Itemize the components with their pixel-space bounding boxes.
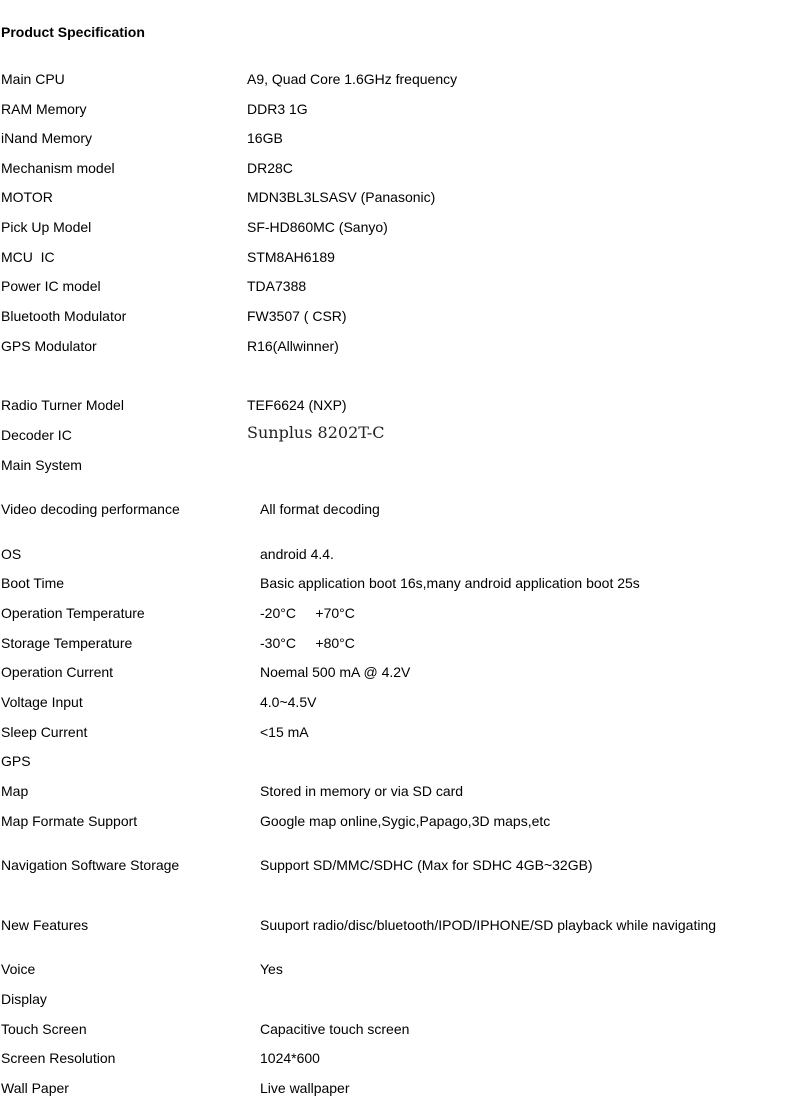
spec-row-inand-memory bbox=[0, 129, 800, 149]
spec-label: Operation Current bbox=[1, 664, 114, 680]
spec-value: 4.0~4.5V bbox=[260, 694, 317, 710]
spec-label: MCU IC bbox=[1, 249, 55, 265]
spec-value: Support SD/MMC/SDHC (Max for SDHC 4GB~32GB) bbox=[260, 857, 593, 873]
spec-row-storage-temperature bbox=[0, 634, 800, 654]
spec-row-navigation-software-storage bbox=[0, 856, 800, 876]
spec-row-display bbox=[0, 990, 800, 1010]
spec-row-boot-time bbox=[0, 574, 800, 594]
spec-label: OS bbox=[1, 546, 22, 562]
spec-label: iNand Memory bbox=[1, 130, 93, 146]
spec-label: Sleep Current bbox=[1, 724, 88, 740]
spec-value: Suuport radio/disc/bluetooth/IPOD/IPHONE/SD playback while navigating bbox=[260, 917, 717, 933]
spec-row-power-ic-model bbox=[0, 277, 800, 297]
spec-label: Decoder IC bbox=[1, 427, 72, 443]
spec-label: Map bbox=[1, 783, 29, 799]
spec-label: Mechanism model bbox=[1, 160, 115, 176]
spec-row-gps-modulator bbox=[0, 337, 800, 357]
spec-label: Voice bbox=[1, 961, 36, 977]
spec-label: MOTOR bbox=[1, 189, 53, 205]
spec-label: Voltage Input bbox=[1, 694, 83, 710]
spec-label: Navigation Software Storage bbox=[1, 857, 180, 873]
spec-label: Bluetooth Modulator bbox=[1, 308, 127, 324]
spec-value: Google map online,Sygic,Papago,3D maps,etc bbox=[260, 813, 551, 829]
spec-row-os bbox=[0, 545, 800, 565]
spec-row-main-system bbox=[0, 456, 800, 476]
spec-row-touch-screen bbox=[0, 1020, 800, 1040]
spec-row-decoder-ic bbox=[0, 423, 800, 446]
spec-row-bluetooth-modulator bbox=[0, 307, 800, 327]
spec-row-operation-current bbox=[0, 663, 800, 683]
spec-row-ram-memory bbox=[0, 100, 800, 120]
spec-row-pick-up-model bbox=[0, 218, 800, 238]
spec-label: Power IC model bbox=[1, 278, 101, 294]
spec-label: GPS Modulator bbox=[1, 338, 97, 354]
spec-value: 1024*600 bbox=[260, 1050, 320, 1066]
spec-row-wall-paper bbox=[0, 1079, 800, 1099]
spec-row-mcu-ic bbox=[0, 248, 800, 268]
spec-label: RAM Memory bbox=[1, 101, 87, 117]
spec-value: android 4.4. bbox=[260, 546, 334, 562]
spec-label: New Features bbox=[1, 917, 89, 933]
spec-section-heading: Display bbox=[1, 991, 47, 1007]
spec-label: Boot Time bbox=[1, 575, 65, 591]
spec-value: Capacitive touch screen bbox=[260, 1021, 410, 1037]
spec-label: Screen Resolution bbox=[1, 1050, 116, 1066]
spec-row-video-decoding bbox=[0, 500, 800, 520]
spec-value: Basic application boot 16s,many android application boot 25s bbox=[260, 575, 640, 591]
spec-row-voltage-input bbox=[0, 693, 800, 713]
spec-row-map-formate-support bbox=[0, 812, 800, 832]
spec-row-mechanism-model bbox=[0, 159, 800, 179]
spec-row-radio-turner-model bbox=[0, 396, 800, 416]
page-title: Product Specification bbox=[1, 24, 145, 40]
spec-value: Sunplus 8202T-C bbox=[247, 423, 385, 442]
spec-label: Operation Temperature bbox=[1, 605, 145, 621]
spec-section-heading: Main System bbox=[1, 457, 82, 473]
spec-value: FW3507 ( CSR) bbox=[247, 308, 347, 324]
spec-row-main-cpu bbox=[0, 70, 800, 90]
spec-value: TDA7388 bbox=[247, 278, 307, 294]
spec-label: Video decoding performance bbox=[1, 501, 180, 517]
spec-value: Yes bbox=[260, 961, 283, 977]
spec-value: DR28C bbox=[247, 160, 293, 176]
spec-row-screen-resolution bbox=[0, 1049, 800, 1069]
spec-value: STM8AH6189 bbox=[247, 249, 335, 265]
spec-value: R16(Allwinner) bbox=[247, 338, 339, 354]
spec-row-operation-temperature bbox=[0, 604, 800, 624]
spec-row-motor bbox=[0, 188, 800, 208]
spec-label: Wall Paper bbox=[1, 1080, 69, 1096]
spec-label: Main CPU bbox=[1, 71, 65, 87]
spec-label: Touch Screen bbox=[1, 1021, 87, 1037]
spec-label: Storage Temperature bbox=[1, 635, 133, 651]
spec-value: Live wallpaper bbox=[260, 1080, 350, 1096]
spec-value: -20°C +70°C bbox=[260, 605, 355, 621]
spec-row-voice bbox=[0, 960, 800, 980]
spec-value: DDR3 1G bbox=[247, 101, 308, 117]
spec-label: Map Formate Support bbox=[1, 813, 138, 829]
spec-value: A9, Quad Core 1.6GHz frequency bbox=[247, 71, 458, 87]
spec-value: 16GB bbox=[247, 130, 283, 146]
spec-value: TEF6624 (NXP) bbox=[247, 397, 347, 413]
spec-value: -30°C +80°C bbox=[260, 635, 355, 651]
spec-value: Stored in memory or via SD card bbox=[260, 783, 464, 799]
spec-value: All format decoding bbox=[260, 501, 380, 517]
spec-row-gps bbox=[0, 752, 800, 772]
spec-section-heading: GPS bbox=[1, 753, 31, 769]
spec-value: MDN3BL3LSASV (Panasonic) bbox=[247, 189, 436, 205]
spec-value: Noemal 500 mA @ 4.2V bbox=[260, 664, 411, 680]
spec-row-sleep-current bbox=[0, 723, 800, 743]
spec-row-new-features bbox=[0, 916, 800, 936]
spec-label: Radio Turner Model bbox=[1, 397, 124, 413]
spec-value: <15 mA bbox=[260, 724, 309, 740]
spec-value: SF-HD860MC (Sanyo) bbox=[247, 219, 388, 235]
spec-row-map bbox=[0, 782, 800, 802]
spec-label: Pick Up Model bbox=[1, 219, 92, 235]
